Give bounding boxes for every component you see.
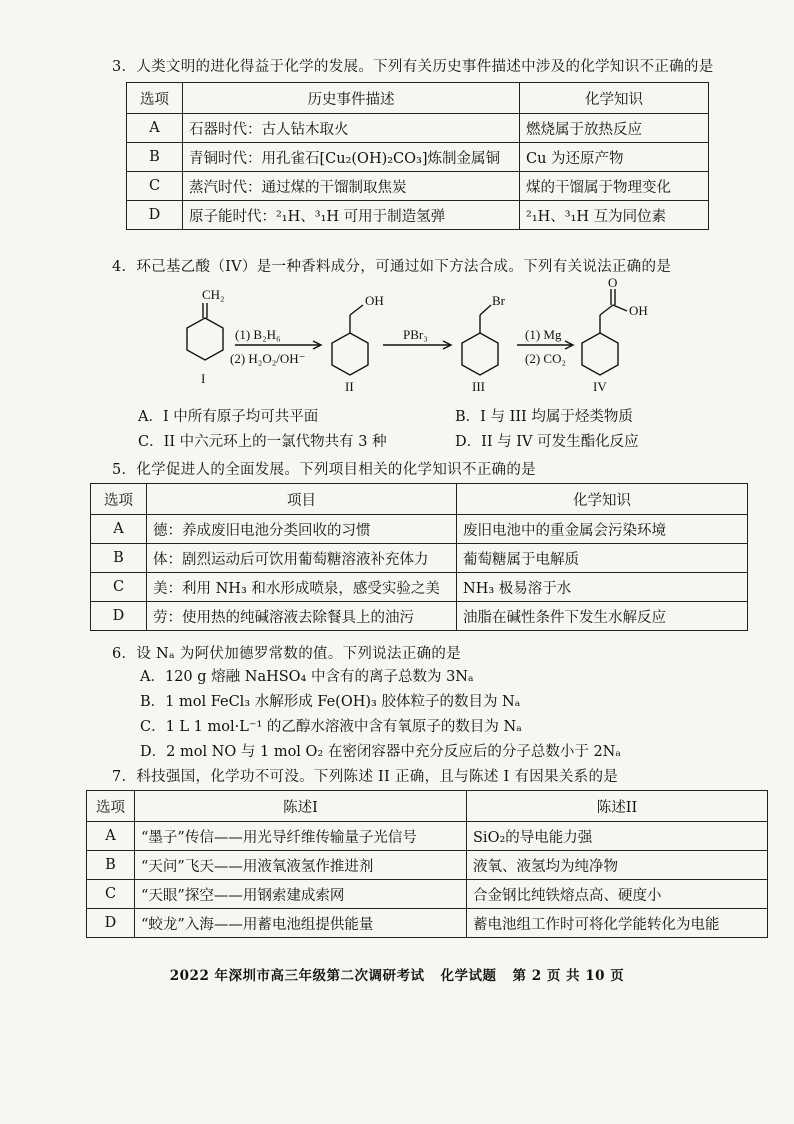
option-cell: B — [127, 143, 183, 172]
knowledge-cell: 油脂在碱性条件下发生水解反应 — [457, 602, 748, 631]
step1-reagent-b: (2) H₂O₂/OH⁻ — [230, 351, 306, 366]
event-cell: 石器时代：古人钻木取火 — [183, 114, 520, 143]
ring-I — [187, 318, 223, 360]
project-cell: 体：剧烈运动后可饮用葡萄糖溶液补充体力 — [147, 544, 457, 573]
footer-exam-name: 2022 年深圳市高三年级第二次调研考试 — [169, 968, 425, 984]
option-cell: B — [91, 544, 147, 573]
compound-II-label: II — [345, 379, 354, 394]
ring-II — [332, 333, 368, 375]
header-cell: 选项 — [127, 83, 183, 114]
q6-option-d: D．2 mol NO 与 1 mol O₂ 在密闭容器中充分反应后的分子总数小于 2Nₐ — [140, 744, 621, 760]
knowledge-cell: 煤的干馏属于物理变化 — [520, 172, 709, 201]
statement-i-cell: “墨子”传信——用光导纤维传输量子光信号 — [135, 822, 467, 851]
table-header-row — [87, 791, 768, 822]
statement-i-cell: “蛟龙”入海——用蓄电池组提供能量 — [135, 909, 467, 938]
table-row — [91, 602, 748, 631]
q4-option-d: D．II 与 IV 可发生酯化反应 — [455, 434, 639, 450]
knowledge-cell: Cu 为还原产物 — [520, 143, 709, 172]
header-cell: 化学知识 — [457, 484, 748, 515]
project-cell: 劳：使用热的纯碱溶液去除餐具上的油污 — [147, 602, 457, 631]
knowledge-cell: 葡萄糖属于电解质 — [457, 544, 748, 573]
knowledge-cell: NH₃ 极易溶于水 — [457, 573, 748, 602]
table-row — [127, 114, 709, 143]
option-cell: A — [127, 114, 183, 143]
knowledge-cell: 燃烧属于放热反应 — [520, 114, 709, 143]
q6-stem: 6．设 Nₐ 为阿伏加德罗常数的值。下列说法正确的是 — [112, 646, 462, 662]
table-header-row — [127, 83, 709, 114]
table-row — [87, 880, 768, 909]
statement-ii-cell: 合金钢比纯铁熔点高、硬度小 — [467, 880, 768, 909]
header-cell: 陈述I — [135, 791, 467, 822]
knowledge-cell: ²₁H、³₁H 互为同位素 — [520, 201, 709, 230]
option-cell: D — [87, 909, 135, 938]
statement-i-cell: “天问”飞天——用液氧液氢作推进剂 — [135, 851, 467, 880]
header-cell: 陈述II — [467, 791, 768, 822]
header-cell: 项目 — [147, 484, 457, 515]
table-row — [91, 544, 748, 573]
footer-page-number: 第 2 页 共 10 页 — [512, 968, 625, 984]
q7-table — [86, 790, 768, 938]
page-footer — [0, 964, 794, 984]
compound-I-label: I — [201, 371, 206, 386]
q6-option-b: B．1 mol FeCl₃ 水解形成 Fe(OH)₃ 胶体粒子的数目为 Nₐ — [140, 694, 521, 710]
header-cell: 历史事件描述 — [183, 83, 520, 114]
footer-subject: 化学试题 — [440, 968, 497, 984]
step2-reagent: PBr₃ — [403, 327, 428, 342]
statement-ii-cell: SiO₂的导电能力强 — [467, 822, 768, 851]
q5-stem: 5．化学促进人的全面发展。下列项目相关的化学知识不正确的是 — [112, 462, 536, 478]
br-label: Br — [492, 293, 505, 308]
step3-reagent-b: (2) CO₂ — [525, 351, 566, 366]
q3-table — [126, 82, 709, 230]
option-cell: D — [127, 201, 183, 230]
option-cell: D — [91, 602, 147, 631]
statement-ii-cell: 蓄电池组工作时可将化学能转化为电能 — [467, 909, 768, 938]
project-cell: 美：利用 NH₃ 和水形成喷泉，感受实验之美 — [147, 573, 457, 602]
project-cell: 德：养成废旧电池分类回收的习惯 — [147, 515, 457, 544]
q4-option-a: A．I 中所有原子均可共平面 — [138, 409, 319, 425]
knowledge-cell: 废旧电池中的重金属会污染环境 — [457, 515, 748, 544]
q4-stem: 4．环己基乙酸（IV）是一种香料成分，可通过如下方法合成。下列有关说法正确的是 — [112, 259, 672, 275]
option-cell: B — [87, 851, 135, 880]
header-cell: 化学知识 — [520, 83, 709, 114]
acid-oh-label: OH — [629, 303, 648, 318]
compound-IV-label: IV — [593, 379, 607, 394]
ring-III — [462, 333, 498, 375]
carbonyl-o-label: O — [608, 275, 618, 290]
option-cell: A — [91, 515, 147, 544]
step1-reagent-a: (1) B₂H₆ — [235, 327, 281, 342]
event-cell: 原子能时代：²₁H、³₁H 可用于制造氢弹 — [183, 201, 520, 230]
event-cell: 蒸汽时代：通过煤的干馏制取焦炭 — [183, 172, 520, 201]
q7-stem: 7．科技强国，化学功不可没。下列陈述 II 正确，且与陈述 I 有因果关系的是 — [112, 769, 619, 785]
option-cell: C — [91, 573, 147, 602]
table-row — [87, 822, 768, 851]
q4-option-c: C．II 中六元环上的一氯代物共有 3 种 — [138, 434, 387, 450]
option-cell: C — [127, 172, 183, 201]
header-cell: 选项 — [91, 484, 147, 515]
compound-III-label: III — [472, 379, 485, 394]
reaction-scheme — [175, 275, 695, 398]
table-row — [87, 851, 768, 880]
ring-IV — [582, 333, 618, 375]
q6-option-c: C．1 L 1 mol·L⁻¹ 的乙醇水溶液中含有氧原子的数目为 Nₐ — [140, 719, 522, 735]
ch2-label: CH₂ — [202, 287, 225, 302]
table-row — [127, 143, 709, 172]
q4-option-b: B．I 与 III 均属于烃类物质 — [455, 409, 633, 425]
table-row — [91, 515, 748, 544]
statement-ii-cell: 液氧、液氢均为纯净物 — [467, 851, 768, 880]
statement-i-cell: “天眼”探空——用钢索建成索网 — [135, 880, 467, 909]
header-cell: 选项 — [87, 791, 135, 822]
q5-table — [90, 483, 748, 631]
oh-label: OH — [365, 293, 384, 308]
option-cell: C — [87, 880, 135, 909]
q3-stem: 3．人类文明的进化得益于化学的发展。下列有关历史事件描述中涉及的化学知识不正确的是 — [112, 59, 714, 75]
table-row — [127, 172, 709, 201]
step3-reagent-a: (1) Mg — [525, 327, 562, 342]
table-row — [87, 909, 768, 938]
table-row — [91, 573, 748, 602]
event-cell: 青铜时代：用孔雀石[Cu₂(OH)₂CO₃]炼制金属铜 — [183, 143, 520, 172]
table-row — [127, 201, 709, 230]
option-cell: A — [87, 822, 135, 851]
table-header-row — [91, 484, 748, 515]
q6-option-a: A．120 g 熔融 NaHSO₄ 中含有的离子总数为 3Nₐ — [140, 669, 474, 685]
